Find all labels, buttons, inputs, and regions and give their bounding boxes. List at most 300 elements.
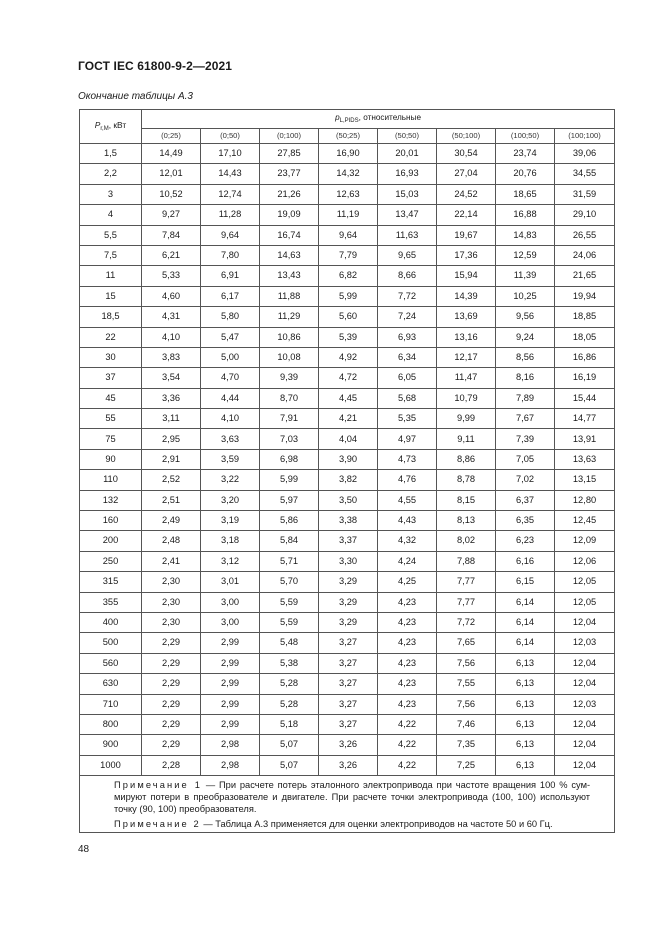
value-cell: 5,39 <box>319 327 378 347</box>
value-cell: 4,73 <box>378 449 437 469</box>
value-cell: 7,03 <box>260 429 319 449</box>
value-cell: 4,31 <box>142 307 201 327</box>
value-cell: 6,13 <box>496 653 555 673</box>
value-cell: 9,39 <box>260 368 319 388</box>
value-cell: 3,29 <box>319 592 378 612</box>
value-cell: 3,00 <box>201 612 260 632</box>
value-cell: 8,16 <box>496 368 555 388</box>
table-row <box>80 572 615 592</box>
value-cell: 19,94 <box>555 286 615 306</box>
value-cell: 3,12 <box>201 551 260 571</box>
table-row <box>80 694 615 714</box>
value-cell: 3,83 <box>142 347 201 367</box>
value-cell: 3,59 <box>201 449 260 469</box>
value-cell: 7,39 <box>496 429 555 449</box>
value-cell: 30,54 <box>437 144 496 164</box>
table-row <box>80 245 615 265</box>
value-cell: 7,05 <box>496 449 555 469</box>
value-cell: 6,13 <box>496 694 555 714</box>
value-cell: 9,64 <box>319 225 378 245</box>
value-cell: 2,30 <box>142 612 201 632</box>
value-cell: 5,00 <box>201 347 260 367</box>
power-cell: 315 <box>80 572 142 592</box>
table-row <box>80 633 615 653</box>
value-cell: 23,77 <box>260 164 319 184</box>
power-subscript: r,M <box>100 126 109 132</box>
value-cell: 2,29 <box>142 714 201 734</box>
power-cell: 132 <box>80 490 142 510</box>
table-caption: Окончание таблицы А.3 <box>78 91 193 102</box>
value-cell: 4,10 <box>201 409 260 429</box>
value-cell: 2,99 <box>201 674 260 694</box>
column-header: (50;50) <box>378 129 437 144</box>
value-cell: 12,04 <box>555 735 615 755</box>
value-cell: 4,23 <box>378 653 437 673</box>
value-cell: 7,56 <box>437 694 496 714</box>
value-cell: 7,65 <box>437 633 496 653</box>
value-cell: 7,02 <box>496 470 555 490</box>
value-cell: 4,45 <box>319 388 378 408</box>
value-cell: 14,43 <box>201 164 260 184</box>
value-cell: 4,97 <box>378 429 437 449</box>
value-cell: 3,29 <box>319 612 378 632</box>
power-cell: 5,5 <box>80 225 142 245</box>
power-cell: 18,5 <box>80 307 142 327</box>
value-cell: 3,27 <box>319 674 378 694</box>
value-cell: 12,45 <box>555 511 615 531</box>
value-cell: 2,99 <box>201 694 260 714</box>
value-cell: 27,85 <box>260 144 319 164</box>
value-cell: 4,21 <box>319 409 378 429</box>
value-cell: 12,63 <box>319 184 378 204</box>
value-cell: 3,01 <box>201 572 260 592</box>
column-header: (0;100) <box>260 129 319 144</box>
value-cell: 21,65 <box>555 266 615 286</box>
value-cell: 10,25 <box>496 286 555 306</box>
value-cell: 18,85 <box>555 307 615 327</box>
power-cell: 45 <box>80 388 142 408</box>
value-cell: 2,29 <box>142 653 201 673</box>
value-cell: 4,60 <box>142 286 201 306</box>
value-cell: 4,23 <box>378 592 437 612</box>
value-cell: 11,29 <box>260 307 319 327</box>
value-cell: 4,23 <box>378 633 437 653</box>
value-cell: 16,74 <box>260 225 319 245</box>
value-cell: 4,70 <box>201 368 260 388</box>
table-row <box>80 429 615 449</box>
value-cell: 5,59 <box>260 612 319 632</box>
value-cell: 12,74 <box>201 184 260 204</box>
value-cell: 5,99 <box>260 470 319 490</box>
value-cell: 11,19 <box>319 205 378 225</box>
value-cell: 5,80 <box>201 307 260 327</box>
value-cell: 13,43 <box>260 266 319 286</box>
value-cell: 3,36 <box>142 388 201 408</box>
value-cell: 10,08 <box>260 347 319 367</box>
power-cell: 22 <box>80 327 142 347</box>
power-cell: 75 <box>80 429 142 449</box>
value-cell: 5,07 <box>260 735 319 755</box>
power-symbol: P <box>94 120 101 130</box>
value-cell: 7,46 <box>437 714 496 734</box>
value-cell: 12,03 <box>555 633 615 653</box>
data-table <box>79 109 615 833</box>
value-cell: 3,27 <box>319 653 378 673</box>
table-row <box>80 714 615 734</box>
value-cell: 9,99 <box>437 409 496 429</box>
value-cell: 2,48 <box>142 531 201 551</box>
value-cell: 3,22 <box>201 470 260 490</box>
power-cell: 4 <box>80 205 142 225</box>
value-cell: 12,80 <box>555 490 615 510</box>
note-2-label: Примечание 2 <box>114 819 201 830</box>
value-cell: 6,35 <box>496 511 555 531</box>
value-cell: 9,65 <box>378 245 437 265</box>
value-cell: 5,07 <box>260 755 319 775</box>
value-cell: 6,13 <box>496 674 555 694</box>
value-cell: 5,70 <box>260 572 319 592</box>
notes-cell <box>80 776 615 833</box>
value-cell: 12,05 <box>555 572 615 592</box>
value-cell: 6,16 <box>496 551 555 571</box>
value-cell: 9,11 <box>437 429 496 449</box>
power-cell: 560 <box>80 653 142 673</box>
value-cell: 2,41 <box>142 551 201 571</box>
column-header: (0;50) <box>201 129 260 144</box>
value-cell: 7,67 <box>496 409 555 429</box>
value-cell: 6,13 <box>496 714 555 734</box>
value-cell: 2,29 <box>142 694 201 714</box>
table-row <box>80 735 615 755</box>
value-cell: 5,59 <box>260 592 319 612</box>
value-cell: 2,91 <box>142 449 201 469</box>
value-cell: 12,06 <box>555 551 615 571</box>
value-cell: 2,98 <box>201 735 260 755</box>
value-cell: 5,86 <box>260 511 319 531</box>
power-cell: 250 <box>80 551 142 571</box>
value-cell: 14,49 <box>142 144 201 164</box>
value-cell: 5,68 <box>378 388 437 408</box>
losses-subscript: L,PIDS <box>339 118 359 124</box>
value-cell: 8,56 <box>496 347 555 367</box>
value-cell: 13,63 <box>555 449 615 469</box>
value-cell: 10,52 <box>142 184 201 204</box>
value-cell: 26,55 <box>555 225 615 245</box>
value-cell: 2,99 <box>201 653 260 673</box>
table-row <box>80 755 615 775</box>
value-cell: 5,99 <box>319 286 378 306</box>
value-cell: 4,72 <box>319 368 378 388</box>
value-cell: 7,55 <box>437 674 496 694</box>
power-cell: 2,2 <box>80 164 142 184</box>
value-cell: 8,86 <box>437 449 496 469</box>
value-cell: 12,04 <box>555 612 615 632</box>
value-cell: 6,34 <box>378 347 437 367</box>
value-cell: 3,29 <box>319 572 378 592</box>
value-cell: 11,39 <box>496 266 555 286</box>
value-cell: 13,47 <box>378 205 437 225</box>
value-cell: 14,32 <box>319 164 378 184</box>
value-cell: 6,37 <box>496 490 555 510</box>
value-cell: 2,98 <box>201 755 260 775</box>
table-row <box>80 490 615 510</box>
value-cell: 2,29 <box>142 633 201 653</box>
value-cell: 15,94 <box>437 266 496 286</box>
value-cell: 9,24 <box>496 327 555 347</box>
value-cell: 3,90 <box>319 449 378 469</box>
value-cell: 19,09 <box>260 205 319 225</box>
value-cell: 9,27 <box>142 205 201 225</box>
column-header: (0;25) <box>142 129 201 144</box>
value-cell: 7,77 <box>437 592 496 612</box>
value-cell: 13,91 <box>555 429 615 449</box>
value-cell: 8,13 <box>437 511 496 531</box>
value-cell: 3,26 <box>319 755 378 775</box>
value-cell: 7,80 <box>201 245 260 265</box>
value-cell: 5,28 <box>260 694 319 714</box>
value-cell: 3,11 <box>142 409 201 429</box>
value-cell: 5,48 <box>260 633 319 653</box>
power-cell: 200 <box>80 531 142 551</box>
value-cell: 4,22 <box>378 755 437 775</box>
value-cell: 4,10 <box>142 327 201 347</box>
power-cell: 55 <box>80 409 142 429</box>
table-row <box>80 144 615 164</box>
table-row <box>80 327 615 347</box>
value-cell: 14,39 <box>437 286 496 306</box>
value-cell: 6,17 <box>201 286 260 306</box>
power-cell: 500 <box>80 633 142 653</box>
value-cell: 13,15 <box>555 470 615 490</box>
page-number: 48 <box>78 844 90 855</box>
value-cell: 9,56 <box>496 307 555 327</box>
table-row <box>80 470 615 490</box>
value-cell: 9,64 <box>201 225 260 245</box>
table-row <box>80 653 615 673</box>
value-cell: 16,19 <box>555 368 615 388</box>
value-cell: 16,88 <box>496 205 555 225</box>
value-cell: 3,20 <box>201 490 260 510</box>
value-cell: 2,28 <box>142 755 201 775</box>
value-cell: 14,63 <box>260 245 319 265</box>
value-cell: 22,14 <box>437 205 496 225</box>
table-row <box>80 225 615 245</box>
table-row <box>80 612 615 632</box>
column-header: (100;50) <box>496 129 555 144</box>
value-cell: 3,50 <box>319 490 378 510</box>
value-cell: 16,93 <box>378 164 437 184</box>
value-cell: 7,89 <box>496 388 555 408</box>
value-cell: 12,09 <box>555 531 615 551</box>
power-cell: 1,5 <box>80 144 142 164</box>
note-1-text: — При расчете потерь эталонного электропривода при частоте вращения 100 % суммируют потери в преобразователе и двигателе. При расчете точки электропривода (100, 100) используют точку (90, 100) преобразователя. <box>114 780 591 815</box>
value-cell: 34,55 <box>555 164 615 184</box>
value-cell: 16,86 <box>555 347 615 367</box>
table-row <box>80 449 615 469</box>
value-cell: 4,92 <box>319 347 378 367</box>
value-cell: 3,27 <box>319 694 378 714</box>
table-row <box>80 347 615 367</box>
value-cell: 3,82 <box>319 470 378 490</box>
power-cell: 30 <box>80 347 142 367</box>
value-cell: 6,13 <box>496 735 555 755</box>
value-cell: 19,67 <box>437 225 496 245</box>
value-cell: 3,18 <box>201 531 260 551</box>
table-row <box>80 592 615 612</box>
table-row <box>80 409 615 429</box>
value-cell: 20,76 <box>496 164 555 184</box>
value-cell: 4,32 <box>378 531 437 551</box>
value-cell: 16,90 <box>319 144 378 164</box>
value-cell: 12,59 <box>496 245 555 265</box>
power-cell: 400 <box>80 612 142 632</box>
note-1 <box>114 779 590 815</box>
value-cell: 21,26 <box>260 184 319 204</box>
value-cell: 15,03 <box>378 184 437 204</box>
value-cell: 8,70 <box>260 388 319 408</box>
value-cell: 5,60 <box>319 307 378 327</box>
value-cell: 11,88 <box>260 286 319 306</box>
value-cell: 3,27 <box>319 714 378 734</box>
table-row <box>80 511 615 531</box>
value-cell: 2,29 <box>142 735 201 755</box>
value-cell: 5,97 <box>260 490 319 510</box>
value-cell: 11,28 <box>201 205 260 225</box>
value-cell: 10,79 <box>437 388 496 408</box>
value-cell: 6,23 <box>496 531 555 551</box>
value-cell: 8,66 <box>378 266 437 286</box>
value-cell: 4,44 <box>201 388 260 408</box>
power-cell: 900 <box>80 735 142 755</box>
value-cell: 24,06 <box>555 245 615 265</box>
value-cell: 7,25 <box>437 755 496 775</box>
value-cell: 7,24 <box>378 307 437 327</box>
power-cell: 110 <box>80 470 142 490</box>
column-header: (50;100) <box>437 129 496 144</box>
value-cell: 2,30 <box>142 592 201 612</box>
value-cell: 4,23 <box>378 674 437 694</box>
value-cell: 7,72 <box>437 612 496 632</box>
value-cell: 2,51 <box>142 490 201 510</box>
value-cell: 7,77 <box>437 572 496 592</box>
value-cell: 2,99 <box>201 714 260 734</box>
value-cell: 7,56 <box>437 653 496 673</box>
value-cell: 6,13 <box>496 755 555 775</box>
losses-group-header <box>142 110 615 129</box>
value-cell: 3,00 <box>201 592 260 612</box>
power-cell: 3 <box>80 184 142 204</box>
value-cell: 6,15 <box>496 572 555 592</box>
value-cell: 4,23 <box>378 694 437 714</box>
value-cell: 17,10 <box>201 144 260 164</box>
value-cell: 13,69 <box>437 307 496 327</box>
power-column-header <box>80 110 142 144</box>
value-cell: 7,91 <box>260 409 319 429</box>
value-cell: 3,27 <box>319 633 378 653</box>
value-cell: 27,04 <box>437 164 496 184</box>
value-cell: 2,30 <box>142 572 201 592</box>
value-cell: 24,52 <box>437 184 496 204</box>
value-cell: 4,24 <box>378 551 437 571</box>
value-cell: 12,04 <box>555 714 615 734</box>
value-cell: 6,21 <box>142 245 201 265</box>
value-cell: 11,63 <box>378 225 437 245</box>
table-row <box>80 388 615 408</box>
value-cell: 5,33 <box>142 266 201 286</box>
table-row <box>80 184 615 204</box>
table-row <box>80 205 615 225</box>
value-cell: 4,23 <box>378 612 437 632</box>
table-row <box>80 164 615 184</box>
value-cell: 4,25 <box>378 572 437 592</box>
value-cell: 6,14 <box>496 633 555 653</box>
value-cell: 7,88 <box>437 551 496 571</box>
value-cell: 3,54 <box>142 368 201 388</box>
value-cell: 3,63 <box>201 429 260 449</box>
power-cell: 710 <box>80 694 142 714</box>
power-cell: 355 <box>80 592 142 612</box>
value-cell: 4,43 <box>378 511 437 531</box>
value-cell: 12,17 <box>437 347 496 367</box>
value-cell: 8,78 <box>437 470 496 490</box>
value-cell: 2,49 <box>142 511 201 531</box>
value-cell: 5,38 <box>260 653 319 673</box>
power-cell: 1000 <box>80 755 142 775</box>
power-cell: 11 <box>80 266 142 286</box>
value-cell: 5,47 <box>201 327 260 347</box>
value-cell: 3,30 <box>319 551 378 571</box>
value-cell: 12,05 <box>555 592 615 612</box>
value-cell: 14,83 <box>496 225 555 245</box>
value-cell: 5,28 <box>260 674 319 694</box>
power-cell: 37 <box>80 368 142 388</box>
value-cell: 31,59 <box>555 184 615 204</box>
note-1-label: Примечание 1 <box>114 780 203 791</box>
power-cell: 15 <box>80 286 142 306</box>
value-cell: 15,44 <box>555 388 615 408</box>
value-cell: 8,15 <box>437 490 496 510</box>
value-cell: 6,82 <box>319 266 378 286</box>
table-row <box>80 368 615 388</box>
value-cell: 3,38 <box>319 511 378 531</box>
value-cell: 20,01 <box>378 144 437 164</box>
value-cell: 12,03 <box>555 694 615 714</box>
value-cell: 2,52 <box>142 470 201 490</box>
table-row <box>80 286 615 306</box>
value-cell: 7,35 <box>437 735 496 755</box>
value-cell: 2,95 <box>142 429 201 449</box>
value-cell: 4,22 <box>378 735 437 755</box>
value-cell: 13,16 <box>437 327 496 347</box>
value-cell: 3,26 <box>319 735 378 755</box>
table-row <box>80 674 615 694</box>
value-cell: 18,05 <box>555 327 615 347</box>
value-cell: 8,02 <box>437 531 496 551</box>
value-cell: 5,18 <box>260 714 319 734</box>
value-cell: 6,14 <box>496 592 555 612</box>
column-header: (100;100) <box>555 129 615 144</box>
value-cell: 3,19 <box>201 511 260 531</box>
value-cell: 6,05 <box>378 368 437 388</box>
value-cell: 7,72 <box>378 286 437 306</box>
power-cell: 90 <box>80 449 142 469</box>
value-cell: 6,91 <box>201 266 260 286</box>
value-cell: 5,71 <box>260 551 319 571</box>
value-cell: 23,74 <box>496 144 555 164</box>
losses-symbol: p <box>335 113 340 122</box>
value-cell: 2,29 <box>142 674 201 694</box>
value-cell: 12,04 <box>555 653 615 673</box>
